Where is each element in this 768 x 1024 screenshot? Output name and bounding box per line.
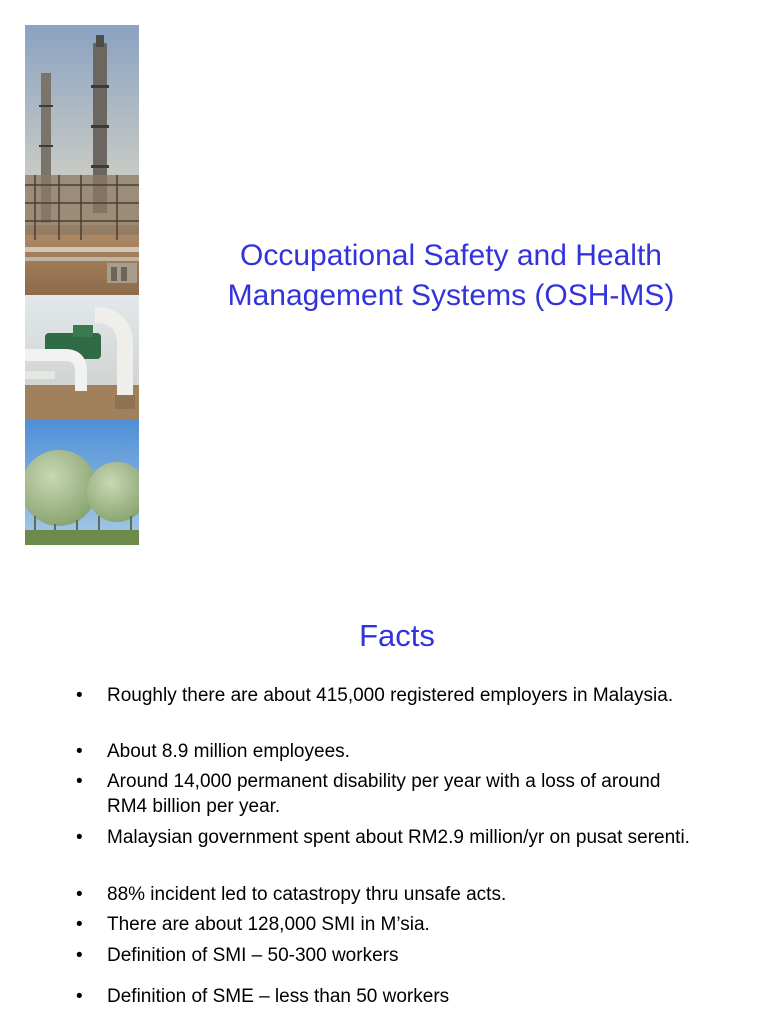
fact-item bbox=[76, 769, 696, 819]
fact-item bbox=[76, 984, 696, 1009]
fact-item bbox=[76, 943, 696, 968]
industrial-pipes-photo bbox=[25, 295, 139, 420]
fact-text: Around 14,000 permanent disability per year with a loss of around RM4 billion per year. bbox=[107, 771, 661, 817]
bullet-icon: • bbox=[76, 884, 83, 905]
fact-text: About 8.9 million employees. bbox=[107, 741, 350, 762]
bullet-icon: • bbox=[76, 741, 83, 762]
bullet-icon: • bbox=[76, 986, 83, 1007]
bullet-icon: • bbox=[76, 914, 83, 935]
bullet-icon: • bbox=[76, 771, 83, 792]
facts-heading: Facts bbox=[359, 618, 435, 653]
fact-text: There are about 128,000 SMI in M’sia. bbox=[107, 914, 430, 935]
fact-item bbox=[76, 825, 696, 850]
photo-strip bbox=[25, 25, 139, 545]
bullet-icon: • bbox=[76, 685, 83, 706]
fact-text: Definition of SME – less than 50 workers bbox=[107, 986, 450, 1007]
fact-item bbox=[76, 739, 696, 764]
fact-item bbox=[76, 683, 696, 708]
fact-item bbox=[76, 882, 696, 907]
refinery-towers-photo bbox=[25, 25, 139, 295]
fact-text: 88% incident led to catastropy thru unsafe acts. bbox=[107, 884, 507, 905]
fact-text: Roughly there are about 415,000 registered employers in Malaysia. bbox=[107, 685, 674, 706]
spherical-storage-tanks-photo bbox=[25, 420, 139, 545]
fact-item bbox=[76, 912, 696, 937]
bullet-icon: • bbox=[76, 945, 83, 966]
bullet-icon: • bbox=[76, 827, 83, 848]
fact-text: Malaysian government spent about RM2.9 million/yr on pusat serenti. bbox=[107, 827, 690, 848]
slide-title: Occupational Safety and Health Management Systems (OSH-MS) bbox=[227, 239, 675, 312]
fact-text: Definition of SMI – 50-300 workers bbox=[107, 945, 399, 966]
